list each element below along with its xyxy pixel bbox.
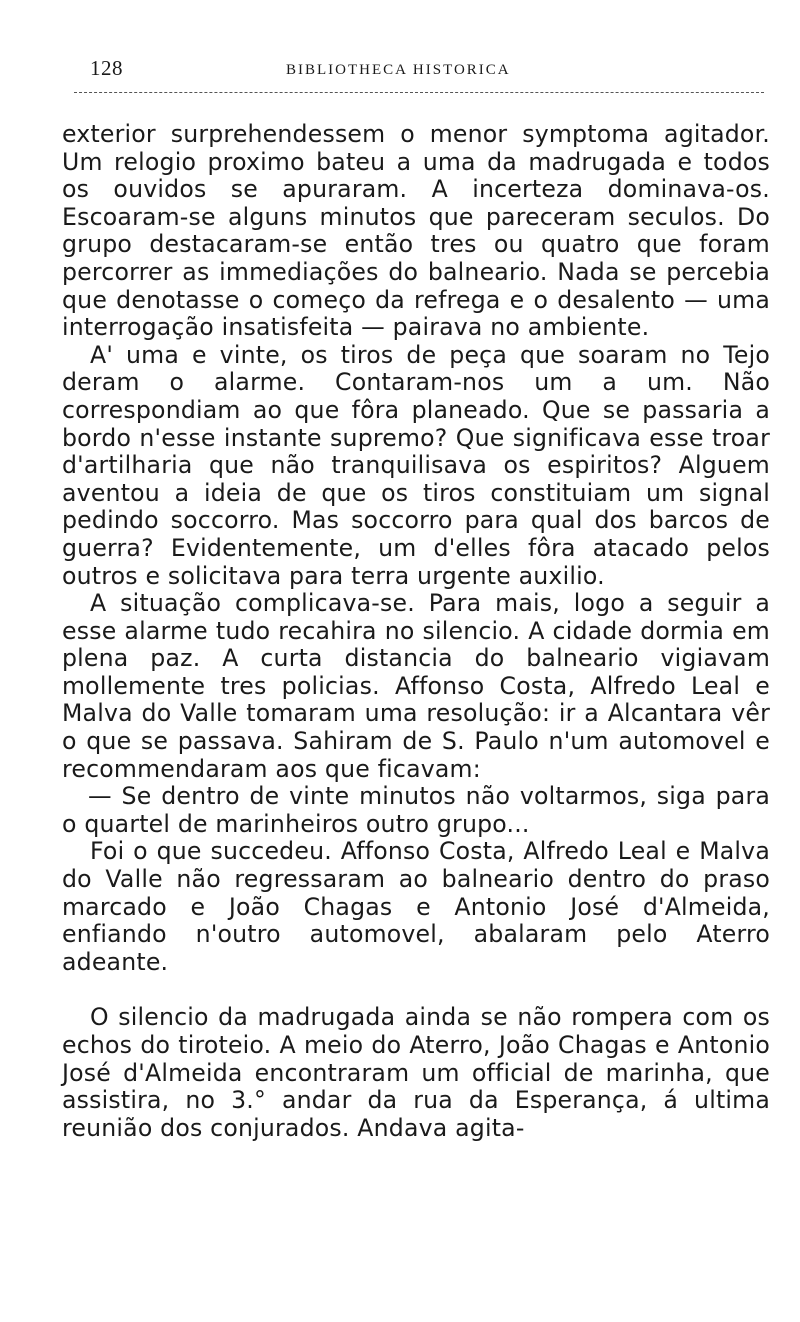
page-number: 128 (90, 56, 123, 80)
page-header (60, 54, 760, 98)
header-rule (74, 92, 764, 93)
paragraph: A situação complicava-se. Para mais, logo a seguir a esse alarme tudo recahira no silencio. A cidade dormia em plena paz. A curta distancia do balneario vigiavam mollemente tres policias. Affonso Costa, Alfredo Leal e Malva do Valle tomaram uma resolução: ir a Alcantara vêr o que se passava. Sahiram de S. Paulo n'um automovel e recommendaram aos que ficavam: (62, 589, 770, 783)
paragraph: O silencio da madrugada ainda se não rompera com os echos do tiroteio. A meio do Aterro, João Chagas e Antonio José d'Almeida encontraram um official de marinha, que assistira, no 3.° andar da rua da Esperança, á ultima reunião dos conjurados. Andava agita- (62, 1003, 770, 1142)
paragraph: A' uma e vinte, os tiros de peça que soaram no Tejo deram o alarme. Contaram-nos um a um. Não correspondiam ao que fôra planeado. Que se passaria a bordo n'esse instante supremo? Que significava esse troar d'artilharia que não tranquilisava os espiritos? Alguem aventou a ideia de que os tiros constituiam um signal pedindo soccorro. Mas soccorro para qual dos barcos de guerra? Evidentemente, um d'elles fôra atacado pelos outros e solicitava para terra urgente auxilio. (62, 340, 770, 590)
paragraph-continued: exterior surprehendessem o menor symptoma agitador. Um relogio proximo bateu a uma da madrugada e todos os ouvidos se apuraram. A incerteza dominava-os. Escoaram-se alguns minutos que pareceram seculos. Do grupo destacaram-se então tres ou quatro que foram percorrer as immediações do balneario. Nada se percebia que denotasse o começo da refrega e o desalento — uma interrogação insatisfeita — pairava no ambiente. (62, 120, 770, 342)
body-text (62, 121, 770, 1142)
paragraph: Foi o que succedeu. Affonso Costa, Alfredo Leal e Malva do Valle não regressaram ao balneario dentro do praso marcado e João Chagas e Antonio José d'Almeida, enfiando n'outro automovel, abalaram pelo Aterro adeante. (62, 837, 770, 976)
paragraph-dialogue: — Se dentro de vinte minutos não voltarmos, siga para o quartel de marinheiros outro grupo... (62, 782, 770, 838)
running-title: BIBLIOTHECA HISTORICA (286, 62, 511, 78)
